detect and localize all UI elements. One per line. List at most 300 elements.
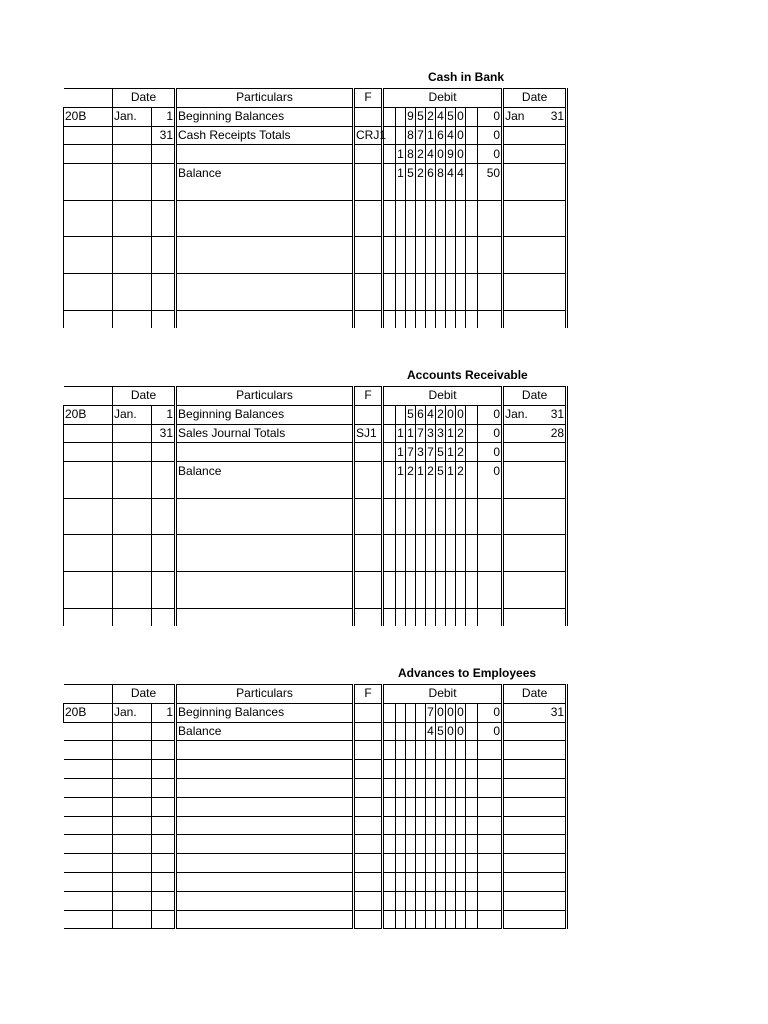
debit-digit-cell xyxy=(456,480,466,498)
debit-cents-cell xyxy=(478,608,503,626)
debit-digit-cell xyxy=(383,292,396,310)
debit-digit-cell: 8 xyxy=(406,126,416,145)
date-right-day-cell: 31 xyxy=(539,405,567,424)
particulars-cell xyxy=(176,816,354,835)
date-right-month-cell xyxy=(503,722,539,741)
debit-digit-cell xyxy=(406,200,416,218)
year-cell xyxy=(64,571,113,589)
ledger-row xyxy=(64,126,567,145)
month-cell: Jan. xyxy=(113,703,152,722)
debit-digit-cell xyxy=(426,891,436,910)
debit-digit-cell xyxy=(466,778,478,797)
debit-digit-cell xyxy=(416,854,426,873)
day-cell xyxy=(152,722,176,741)
debit-digit-cell xyxy=(466,535,478,553)
particulars-cell xyxy=(176,292,354,310)
date-right-month-cell: Jan xyxy=(503,107,539,126)
date-right-day-cell xyxy=(539,571,567,589)
folio-cell xyxy=(354,835,383,854)
debit-cents-cell xyxy=(478,292,503,310)
debit-digit-cell xyxy=(466,237,478,255)
debit-digit-cell: 1 xyxy=(406,424,416,443)
debit-digit-cell: 7 xyxy=(416,424,426,443)
debit-digit-cell xyxy=(466,722,478,741)
debit-digit-cell xyxy=(396,778,406,797)
debit-digit-cell xyxy=(466,608,478,626)
day-cell xyxy=(152,891,176,910)
debit-digit-cell: 1 xyxy=(396,462,406,480)
day-cell xyxy=(152,462,176,480)
year-cell xyxy=(64,145,113,164)
date-right-month-cell xyxy=(503,760,539,779)
date-right-month-cell xyxy=(503,535,539,553)
debit-digit-cell xyxy=(396,107,406,126)
debit-digit-cell xyxy=(406,590,416,608)
month-cell xyxy=(113,872,152,891)
debit-digit-cell xyxy=(396,910,406,929)
debit-cents-cell xyxy=(478,872,503,891)
debit-digit-cell xyxy=(416,480,426,498)
debit-cents-cell: 0 xyxy=(478,405,503,424)
year-cell xyxy=(64,292,113,310)
header-row xyxy=(64,387,567,406)
debit-digit-cell xyxy=(436,553,446,571)
ledger-row-empty xyxy=(64,535,567,553)
debit-digit-cell xyxy=(383,571,396,589)
debit-digit-cell: 5 xyxy=(446,107,456,126)
header-row xyxy=(64,685,567,704)
debit-cents-cell xyxy=(478,480,503,498)
month-cell xyxy=(113,164,152,182)
year-cell: 20B xyxy=(64,405,113,424)
month-cell xyxy=(113,891,152,910)
year-cell xyxy=(64,237,113,255)
debit-digit-cell xyxy=(446,292,456,310)
day-cell xyxy=(152,145,176,164)
debit-digit-cell xyxy=(426,498,436,516)
month-cell xyxy=(113,200,152,218)
header-date-right: Date xyxy=(503,685,567,704)
day-cell xyxy=(152,571,176,589)
year-cell xyxy=(64,722,113,741)
month-cell xyxy=(113,608,152,626)
folio-cell xyxy=(354,778,383,797)
debit-digit-cell xyxy=(383,835,396,854)
debit-digit-cell: 2 xyxy=(416,164,426,182)
debit-digit-cell: 2 xyxy=(456,443,466,462)
debit-digit-cell xyxy=(383,872,396,891)
ledger-row xyxy=(64,424,567,443)
debit-digit-cell: 4 xyxy=(426,145,436,164)
month-cell xyxy=(113,535,152,553)
date-right-month-cell xyxy=(503,910,539,929)
debit-digit-cell: 0 xyxy=(456,126,466,145)
debit-digit-cell xyxy=(383,760,396,779)
debit-digit-cell xyxy=(383,703,396,722)
day-cell xyxy=(152,237,176,255)
year-cell xyxy=(64,741,113,760)
debit-digit-cell xyxy=(396,237,406,255)
ledger-row-empty xyxy=(64,854,567,873)
debit-digit-cell xyxy=(436,535,446,553)
folio-cell xyxy=(354,107,383,126)
header-date-right: Date xyxy=(503,387,567,406)
date-right-day-cell xyxy=(539,200,567,218)
month-cell xyxy=(113,145,152,164)
header-folio: F xyxy=(354,387,383,406)
debit-digit-cell: 1 xyxy=(446,424,456,443)
debit-digit-cell xyxy=(396,182,406,200)
debit-digit-cell xyxy=(466,219,478,237)
debit-digit-cell xyxy=(426,590,436,608)
debit-digit-cell xyxy=(396,405,406,424)
day-cell xyxy=(152,910,176,929)
debit-digit-cell xyxy=(383,778,396,797)
debit-digit-cell: 5 xyxy=(416,107,426,126)
debit-digit-cell xyxy=(456,608,466,626)
year-cell xyxy=(64,816,113,835)
folio-cell xyxy=(354,553,383,571)
year-cell: 20B xyxy=(64,703,113,722)
date-right-day-cell xyxy=(539,164,567,182)
day-cell xyxy=(152,182,176,200)
debit-digit-cell xyxy=(406,517,416,535)
debit-digit-cell xyxy=(446,182,456,200)
year-cell xyxy=(64,891,113,910)
year-cell xyxy=(64,608,113,626)
debit-digit-cell: 1 xyxy=(396,424,406,443)
debit-digit-cell xyxy=(466,182,478,200)
header-blank xyxy=(64,387,113,406)
debit-digit-cell xyxy=(456,200,466,218)
folio-cell xyxy=(354,608,383,626)
debit-digit-cell xyxy=(436,835,446,854)
month-cell xyxy=(113,760,152,779)
debit-digit-cell xyxy=(406,292,416,310)
debit-digit-cell xyxy=(426,854,436,873)
ledger-title: Cash in Bank xyxy=(428,70,505,84)
debit-cents-cell xyxy=(478,571,503,589)
debit-digit-cell xyxy=(406,535,416,553)
particulars-cell: Beginning Balances xyxy=(176,107,354,126)
ledger-title: Accounts Receivable xyxy=(407,368,528,382)
debit-digit-cell xyxy=(416,571,426,589)
debit-digit-cell xyxy=(383,854,396,873)
debit-digit-cell: 6 xyxy=(426,164,436,182)
particulars-cell: Balance xyxy=(176,164,354,182)
debit-digit-cell xyxy=(383,182,396,200)
month-cell xyxy=(113,480,152,498)
debit-digit-cell xyxy=(406,608,416,626)
debit-digit-cell xyxy=(383,443,396,462)
debit-digit-cell xyxy=(436,498,446,516)
date-right-day-cell xyxy=(539,778,567,797)
month-cell xyxy=(113,835,152,854)
debit-digit-cell xyxy=(396,854,406,873)
date-right-day-cell xyxy=(539,553,567,571)
debit-digit-cell xyxy=(426,608,436,626)
debit-digit-cell: 9 xyxy=(406,107,416,126)
debit-digit-cell xyxy=(456,535,466,553)
date-right-month-cell xyxy=(503,835,539,854)
date-right-month-cell xyxy=(503,182,539,200)
particulars-cell: Balance xyxy=(176,462,354,480)
debit-digit-cell xyxy=(426,835,436,854)
debit-digit-cell xyxy=(466,517,478,535)
particulars-cell: Sales Journal Totals xyxy=(176,424,354,443)
debit-digit-cell: 1 xyxy=(396,164,406,182)
date-right-day-cell xyxy=(539,480,567,498)
debit-digit-cell: 1 xyxy=(416,462,426,480)
debit-digit-cell: 3 xyxy=(426,424,436,443)
date-right-month-cell xyxy=(503,703,539,722)
debit-digit-cell: 5 xyxy=(436,443,446,462)
folio-cell: CRJ1 xyxy=(354,126,383,145)
folio-cell xyxy=(354,182,383,200)
month-cell xyxy=(113,816,152,835)
folio-cell xyxy=(354,816,383,835)
day-cell xyxy=(152,310,176,328)
debit-digit-cell xyxy=(466,891,478,910)
debit-digit-cell xyxy=(416,498,426,516)
date-right-month-cell xyxy=(503,219,539,237)
debit-digit-cell xyxy=(446,310,456,328)
particulars-cell: Cash Receipts Totals xyxy=(176,126,354,145)
particulars-cell xyxy=(176,872,354,891)
ledger-row-empty xyxy=(64,219,567,237)
debit-digit-cell: 0 xyxy=(446,405,456,424)
debit-digit-cell xyxy=(446,553,456,571)
particulars-cell xyxy=(176,797,354,816)
date-right-day-cell xyxy=(539,310,567,328)
particulars-cell xyxy=(176,553,354,571)
date-right-month-cell xyxy=(503,443,539,462)
ledger-title: Advances to Employees xyxy=(398,666,537,680)
debit-digit-cell: 7 xyxy=(426,703,436,722)
header-date-right: Date xyxy=(503,89,567,108)
debit-cents-cell xyxy=(478,498,503,516)
debit-cents-cell xyxy=(478,310,503,328)
debit-digit-cell: 4 xyxy=(436,107,446,126)
debit-cents-cell: 0 xyxy=(478,126,503,145)
header-debit: Debit xyxy=(383,89,503,108)
debit-digit-cell xyxy=(436,891,446,910)
year-cell xyxy=(64,760,113,779)
day-cell xyxy=(152,219,176,237)
debit-digit-cell xyxy=(406,571,416,589)
debit-digit-cell xyxy=(383,517,396,535)
debit-digit-cell xyxy=(396,760,406,779)
debit-cents-cell: 0 xyxy=(478,703,503,722)
debit-digit-cell xyxy=(466,273,478,291)
debit-digit-cell xyxy=(436,237,446,255)
folio-cell xyxy=(354,145,383,164)
debit-digit-cell xyxy=(383,722,396,741)
debit-cents-cell xyxy=(478,255,503,273)
particulars-cell xyxy=(176,535,354,553)
debit-digit-cell xyxy=(396,498,406,516)
debit-cents-cell xyxy=(478,273,503,291)
debit-digit-cell xyxy=(436,219,446,237)
debit-digit-cell xyxy=(466,590,478,608)
particulars-cell: Balance xyxy=(176,722,354,741)
date-right-month-cell xyxy=(503,164,539,182)
debit-digit-cell: 7 xyxy=(416,126,426,145)
debit-digit-cell xyxy=(396,292,406,310)
debit-digit-cell xyxy=(466,571,478,589)
header-blank xyxy=(64,685,113,704)
debit-digit-cell xyxy=(456,835,466,854)
folio-cell xyxy=(354,703,383,722)
debit-digit-cell xyxy=(466,255,478,273)
header-particulars: Particulars xyxy=(176,89,354,108)
debit-cents-cell xyxy=(478,891,503,910)
folio-cell xyxy=(354,571,383,589)
ledger-row-empty xyxy=(64,237,567,255)
particulars-cell xyxy=(176,255,354,273)
debit-digit-cell xyxy=(456,741,466,760)
debit-digit-cell xyxy=(456,910,466,929)
debit-digit-cell xyxy=(466,107,478,126)
debit-digit-cell: 1 xyxy=(396,443,406,462)
header-blank xyxy=(64,89,113,108)
month-cell xyxy=(113,255,152,273)
date-right-month-cell xyxy=(503,145,539,164)
date-right-month-cell xyxy=(503,517,539,535)
ledger-row-empty xyxy=(64,480,567,498)
particulars-cell xyxy=(176,910,354,929)
debit-digit-cell xyxy=(416,219,426,237)
debit-digit-cell xyxy=(406,219,416,237)
debit-digit-cell xyxy=(396,741,406,760)
folio-cell xyxy=(354,462,383,480)
debit-cents-cell: 0 xyxy=(478,424,503,443)
date-right-month-cell xyxy=(503,590,539,608)
header-debit: Debit xyxy=(383,387,503,406)
date-right-month-cell xyxy=(503,608,539,626)
debit-digit-cell: 2 xyxy=(426,462,436,480)
debit-cents-cell xyxy=(478,535,503,553)
debit-digit-cell xyxy=(396,797,406,816)
debit-digit-cell: 0 xyxy=(446,703,456,722)
month-cell xyxy=(113,571,152,589)
debit-digit-cell xyxy=(436,310,446,328)
debit-digit-cell xyxy=(383,107,396,126)
month-cell xyxy=(113,310,152,328)
ledger-row-empty xyxy=(64,760,567,779)
debit-digit-cell xyxy=(416,760,426,779)
debit-digit-cell xyxy=(446,219,456,237)
date-right-month-cell xyxy=(503,200,539,218)
debit-digit-cell xyxy=(416,797,426,816)
debit-digit-cell xyxy=(383,237,396,255)
day-cell: 1 xyxy=(152,405,176,424)
debit-digit-cell xyxy=(416,872,426,891)
debit-digit-cell xyxy=(436,854,446,873)
particulars-cell xyxy=(176,741,354,760)
day-cell xyxy=(152,535,176,553)
debit-digit-cell xyxy=(416,517,426,535)
ledger-table xyxy=(63,88,568,328)
debit-digit-cell xyxy=(446,571,456,589)
debit-digit-cell xyxy=(426,553,436,571)
date-right-day-cell xyxy=(539,219,567,237)
year-cell xyxy=(64,535,113,553)
debit-digit-cell xyxy=(416,553,426,571)
date-right-month-cell xyxy=(503,255,539,273)
date-right-day-cell xyxy=(539,255,567,273)
date-right-month-cell xyxy=(503,816,539,835)
debit-digit-cell xyxy=(466,443,478,462)
debit-digit-cell xyxy=(396,571,406,589)
date-right-day-cell xyxy=(539,126,567,145)
particulars-cell xyxy=(176,760,354,779)
debit-digit-cell xyxy=(446,200,456,218)
debit-digit-cell xyxy=(466,424,478,443)
folio-cell xyxy=(354,910,383,929)
debit-digit-cell xyxy=(426,480,436,498)
folio-cell xyxy=(354,797,383,816)
particulars-cell xyxy=(176,480,354,498)
debit-digit-cell xyxy=(436,590,446,608)
folio-cell xyxy=(354,760,383,779)
debit-digit-cell xyxy=(396,722,406,741)
debit-digit-cell xyxy=(436,292,446,310)
debit-digit-cell xyxy=(446,480,456,498)
debit-digit-cell xyxy=(466,480,478,498)
debit-cents-cell xyxy=(478,590,503,608)
month-cell xyxy=(113,424,152,443)
month-cell xyxy=(113,498,152,516)
year-cell xyxy=(64,835,113,854)
debit-digit-cell: 1 xyxy=(396,145,406,164)
month-cell xyxy=(113,443,152,462)
month-cell xyxy=(113,797,152,816)
debit-digit-cell xyxy=(446,778,456,797)
debit-digit-cell xyxy=(416,778,426,797)
debit-digit-cell: 4 xyxy=(426,722,436,741)
date-right-day-cell: 31 xyxy=(539,703,567,722)
ledger-row xyxy=(64,164,567,182)
month-cell xyxy=(113,182,152,200)
year-cell xyxy=(64,854,113,873)
debit-digit-cell xyxy=(406,182,416,200)
debit-digit-cell xyxy=(416,891,426,910)
debit-digit-cell xyxy=(466,760,478,779)
folio-cell xyxy=(354,891,383,910)
debit-digit-cell xyxy=(436,910,446,929)
debit-digit-cell xyxy=(446,854,456,873)
debit-digit-cell xyxy=(406,835,416,854)
debit-digit-cell xyxy=(436,255,446,273)
day-cell xyxy=(152,816,176,835)
month-cell xyxy=(113,292,152,310)
debit-digit-cell xyxy=(383,480,396,498)
debit-digit-cell: 2 xyxy=(456,462,466,480)
debit-digit-cell xyxy=(426,517,436,535)
debit-digit-cell: 4 xyxy=(446,126,456,145)
debit-digit-cell xyxy=(446,760,456,779)
ledger-row-empty xyxy=(64,608,567,626)
day-cell xyxy=(152,553,176,571)
debit-digit-cell xyxy=(406,722,416,741)
header-folio: F xyxy=(354,685,383,704)
debit-digit-cell: 9 xyxy=(446,145,456,164)
debit-digit-cell xyxy=(466,872,478,891)
debit-digit-cell xyxy=(456,571,466,589)
date-right-month-cell xyxy=(503,854,539,873)
debit-digit-cell xyxy=(416,590,426,608)
